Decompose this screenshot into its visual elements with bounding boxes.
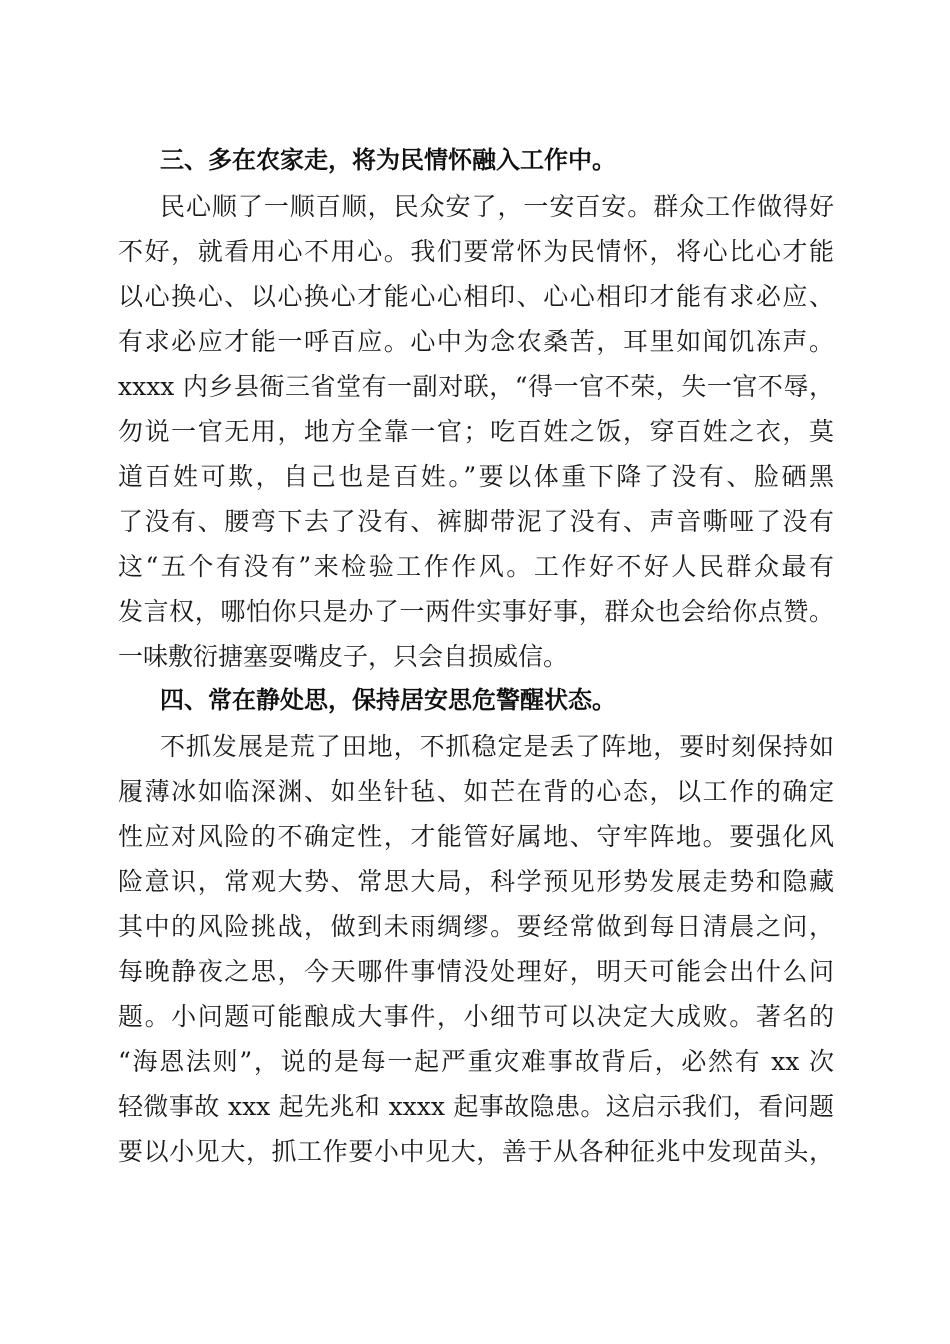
paragraph-line: 不抓发展是荒了田地，不抓稳定是丢了阵地，要时刻保持如	[160, 732, 834, 761]
paragraph-line: 每晚静夜之思，今天哪件事情没处理好，明天可能会出什么问	[118, 957, 834, 986]
paragraph-line: 一味敷衍搪塞耍嘴皮子，只会自损威信。	[118, 642, 569, 671]
paragraph-line: 道百姓可欺，自己也是百姓。”要以体重下降了没有、脸硒黑	[118, 462, 834, 491]
paragraph-line: 以心换心、以心换心才能心心相印、心心相印才能有求必应、	[118, 282, 834, 311]
paragraph-line: 其中的风险挑战，做到未雨绸缪。要经常做到每日清晨之问，	[118, 912, 834, 941]
paragraph-line: 了没有、腰弯下去了没有、裤脚带泥了没有、声音嘶哑了没有	[118, 507, 834, 536]
paragraph-line: 勿说一官无用，地方全靠一官；吃百姓之饭，穿百姓之衣，莫	[118, 417, 834, 446]
section-heading-4: 四、常在静处思，保持居安思危警醒状态。	[160, 686, 616, 714]
paragraph-line: “海恩法则”，说的是每一起严重灾难事故背后，必然有 xx 次	[118, 1047, 834, 1076]
paragraph-line: 民心顺了一顺百顺，民众安了，一安百安。群众工作做得好	[160, 192, 834, 221]
paragraph-line: 这“五个有没有”来检验工作作风。工作好不好人民群众最有	[118, 552, 834, 581]
paragraph-line: 性应对风险的不确定性，才能管好属地、守牢阵地。要强化风	[118, 822, 834, 851]
paragraph-line: xxxx 内乡县衙三省堂有一副对联，“得一官不荣，失一官不辱，	[118, 372, 834, 401]
paragraph-line: 轻微事故 xxx 起先兆和 xxxx 起事故隐患。这启示我们，看问题	[118, 1092, 834, 1121]
paragraph-line: 不好，就看用心不用心。我们要常怀为民情怀，将心比心才能	[118, 237, 834, 266]
paragraph-line: 履薄冰如临深渊、如坐针毡、如芒在背的心态，以工作的确定	[118, 777, 834, 806]
paragraph-line: 要以小见大，抓工作要小中见大，善于从各种征兆中发现苗头，	[118, 1137, 834, 1166]
paragraph-line: 题。小问题可能酿成大事件，小细节可以决定大成败。著名的	[118, 1002, 834, 1031]
section-heading-3: 三、多在农家走，将为民情怀融入工作中。	[160, 146, 616, 174]
paragraph-line: 有求必应才能一呼百应。心中为念农桑苦，耳里如闻饥冻声。	[118, 327, 834, 356]
paragraph-line: 险意识，常观大势、常思大局，科学预见形势发展走势和隐藏	[118, 867, 834, 896]
paragraph-line: 发言权，哪怕你只是办了一两件实事好事，群众也会给你点赞。	[118, 597, 834, 626]
